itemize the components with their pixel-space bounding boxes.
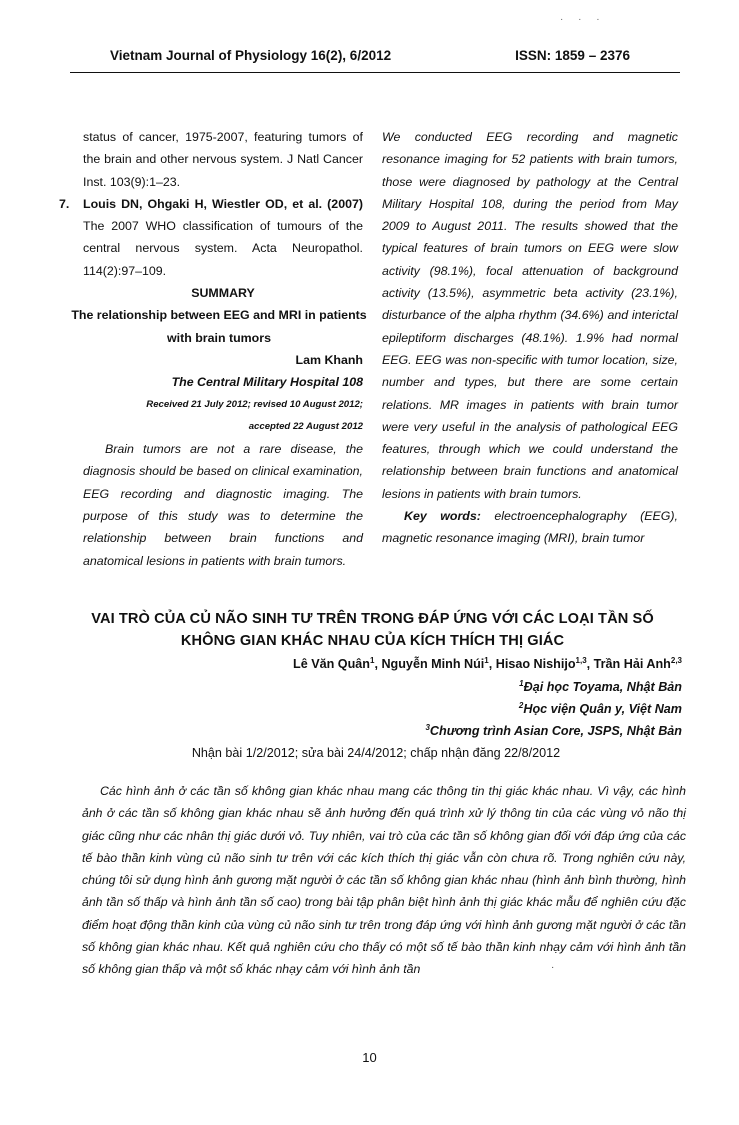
- article-title: [60, 608, 685, 652]
- affiliation-text: Học viện Quân y, Việt Nam: [523, 702, 682, 716]
- author-name: Lê Văn Quân: [293, 657, 370, 671]
- summary-author: Lam Khanh: [295, 352, 363, 367]
- author-list: Lê Văn Quân$^1$, Nguyễn Minh Núi$^1$, Hisao Nishijo$^{1,3}$, Trần Hải Anh$^{2,3}$: [293, 655, 682, 671]
- vietnamese-abstract: [82, 780, 686, 981]
- author-superscript: 2,3: [670, 655, 682, 665]
- reference-7-authors: Louis DN, Ohgaki H, Wiestler OD, et al. (2007): [83, 196, 363, 211]
- author-name: Hisao Nishijo: [495, 657, 576, 671]
- header-rule: [70, 72, 680, 73]
- summary-title: The relationship between EEG and MRI in patients with brain tumors: [71, 308, 367, 345]
- affiliation-text: Chương trình Asian Core, JSPS, Nhật Bản: [429, 724, 682, 738]
- reference-6-continued: status of cancer, 1975-2007, featuring tumors of the brain and other nervous system. J Natl Cancer Inst. 103(9):1–23.: [83, 130, 363, 189]
- affiliation-text: Đại học Toyama, Nhật Bản: [523, 680, 682, 694]
- keywords-text: electroencephalography (EEG), magnetic resonance imaging (MRI), brain tumor: [382, 509, 678, 546]
- keywords-label: Key words:: [404, 509, 481, 524]
- summary-abstract-part2: We conducted EEG recording and magnetic resonance imaging for 52 patients with brain tumors, those were diagnosed by pathology at the Central Military Hospital 108, during the period from May 2009 to August 2011. The results showed that the typical features of brain tumors on EEG were slow activity (98.1%), focal attenuation of background activity (13.5%), asymmetric beta activity (23.1%), disturbance of the alpha rhythm (34.6%) and interictal epileptiform discharges (48.1%). 1.9% had normal EEG. EEG was non-specific with tumor location, size, number and types, but there are some certain relations. MR images in patients with brain tumor were very useful in the analysis of pathological EEG features, through which we could understand the relationship between brain functions and anatomical lesions in patients with brain tumors.: [382, 130, 678, 501]
- accepted-line: accepted 22 August 2012: [248, 420, 363, 432]
- journal-name: Vietnam Journal of Physiology 16(2), 6/2012: [110, 48, 392, 63]
- author-superscript: 1,3: [575, 655, 587, 665]
- author-superscript: 1: [370, 655, 375, 665]
- received-line: Received 21 July 2012; revised 10 August 2012;: [146, 398, 363, 410]
- affiliations: [300, 676, 682, 742]
- author-superscript: 1: [484, 655, 489, 665]
- reference-7-text: The 2007 WHO classification of tumours of the central nervous system. Acta Neuropathol. 114(2):97–109.: [83, 219, 363, 278]
- submission-dates: Nhận bài 1/2/2012; sửa bài 24/4/2012; chấp nhận đăng 22/8/2012: [191, 746, 561, 760]
- affiliation-superscript: 2: [518, 700, 524, 710]
- keywords: [382, 505, 678, 550]
- affiliation-1: [300, 676, 682, 698]
- affiliation-superscript: 1: [519, 678, 524, 688]
- affiliation-3: [300, 720, 682, 742]
- reference-7: [59, 193, 363, 282]
- article-title-line-2: KHÔNG GIAN KHÁC NHAU CỦA KÍCH THÍCH THỊ GIÁC: [180, 633, 565, 649]
- reference-7-number: 7.: [59, 196, 70, 211]
- article-title-line-1: VAI TRÒ CỦA CỦ NÃO SINH TƯ TRÊN TRONG ĐÁP ỨNG VỚI CÁC LOẠI TẦN SỐ: [91, 611, 654, 627]
- page-number: 10: [362, 1050, 377, 1065]
- issn: ISSN: 1859 – 2376: [515, 48, 630, 63]
- author-name: Trần Hải Anh: [593, 657, 671, 671]
- affiliation-superscript: 3: [425, 722, 430, 732]
- left-column: [59, 126, 367, 572]
- abstract-paragraph: Các hình ảnh ở các tần số không gian khác nhau mang các thông tin thị giác khác nhau. Vì vậy, các hình ảnh ở các tần số không gian khác nhau sẽ ảnh hưởng đến quá trình xử lý thông tin của các vùng vỏ não thị giác cũng như các nhân thị giác dưới vỏ. Tuy nhiên, vai trò của các tần số không gian đối với đáp ứng của các tế bào thần kinh vùng củ não sinh tư trên với các kích thích thị giác vẫn còn chưa rõ. Trong nghiên cứu này, chúng tôi sử dụng hình ảnh gương mặt người ở các tần số không gian khác nhau (hình ảnh bình thường, hình ảnh tần số thấp và hình ảnh tần số cao) trong bài tập phân biệt hình ảnh thị giác khác mẫu để nghiên cứu đặc điểm hoạt động thần kinh của vùng củ não sinh tư trên trong đáp ứng với hình ảnh gương mặt người ở các tần số không gian khác nhau. Kết quả nghiên cứu cho thấy có một số tế bào thần kinh nhạy cảm với hình ảnh tần số không gian thấp và một số khác nhạy cảm với hình ảnh tần: [82, 784, 686, 977]
- affiliation-2: [300, 698, 682, 720]
- running-header: [110, 48, 630, 70]
- summary-institution: The Central Military Hospital 108: [171, 375, 363, 390]
- scan-artifact-mark: ·: [551, 962, 555, 973]
- right-column: [382, 126, 678, 550]
- scan-artifact-dots: · · ·: [560, 14, 606, 25]
- summary-abstract-part1: Brain tumors are not a rare disease, the diagnosis should be based on clinical examination, EEG recording and diagnostic imaging. The purpose of this study was to determine the relationship between brain functions and anatomical lesions in patients with brain tumors.: [83, 442, 363, 568]
- summary-heading: SUMMARY: [191, 286, 255, 301]
- author-name: Nguyễn Minh Núi: [381, 657, 485, 671]
